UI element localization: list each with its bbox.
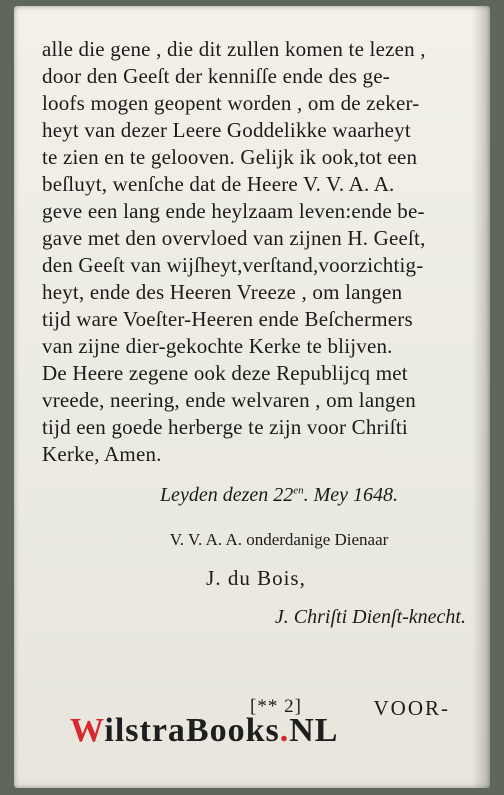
book-page bbox=[14, 6, 490, 788]
text-line: heyt van dezer Leere Goddelikke waarheyt bbox=[42, 118, 411, 142]
watermark-middle: ilstraBooks bbox=[104, 712, 280, 749]
text-line: De Heere zegene ook deze Republijcq met bbox=[42, 361, 408, 385]
text-line: loofs mogen geopent worden , om de zeker- bbox=[42, 91, 420, 115]
dateline-rest: . Mey 1648. bbox=[303, 484, 399, 506]
text-line: te zien en te gelooven. Gelijk ik ook,tot een bbox=[42, 145, 418, 169]
watermark-tld: NL bbox=[289, 712, 339, 749]
dateline-prefix: Leyden dezen 22 bbox=[159, 484, 294, 506]
signature-mark: [** 2] bbox=[250, 696, 302, 717]
text-line: door den Geeſt der kenniſſe ende des ge- bbox=[42, 64, 390, 88]
watermark-dot: . bbox=[279, 712, 290, 749]
dateline bbox=[14, 484, 490, 507]
watermark-initial: W bbox=[70, 712, 105, 749]
author-role: J. Chriſti Dienſt-knecht. bbox=[274, 606, 466, 628]
catchword: VOOR- bbox=[373, 696, 450, 720]
text-line: alle die gene , die dit zullen komen te lezen , bbox=[42, 37, 426, 61]
text-line: tijd ware Voeſter-Heeren ende Beſchermers bbox=[42, 307, 413, 331]
author-name: J. du Bois, bbox=[206, 566, 306, 590]
text-line: van zijne dier-gekochte Kerke te blijven. bbox=[42, 334, 393, 358]
watermark-logo bbox=[70, 712, 338, 750]
text-line: vreede, neering, ende welvaren , om langen bbox=[42, 388, 416, 412]
text-line: heyt, ende des Heeren Vreeze , om langen bbox=[42, 280, 403, 304]
dateline-superscript: en bbox=[293, 484, 304, 497]
text-line: geve een lang ende heylzaam leven:ende be- bbox=[42, 199, 425, 223]
text-line: tijd een goede herberge te zijn voor Chriſti bbox=[42, 415, 408, 439]
body-text bbox=[42, 36, 482, 468]
text-line: Kerke, Amen. bbox=[42, 442, 162, 466]
dedication-line: V. V. A. A. onderdanige Dienaar bbox=[169, 530, 389, 549]
text-line: beſluyt, wenſche dat de Heere V. V. A. A. bbox=[42, 172, 395, 196]
text-line: den Geeſt van wijſheyt,verſtand,voorzichtig- bbox=[42, 253, 424, 277]
text-line: gave met den overvloed van zijnen H. Geeſt, bbox=[42, 226, 426, 250]
